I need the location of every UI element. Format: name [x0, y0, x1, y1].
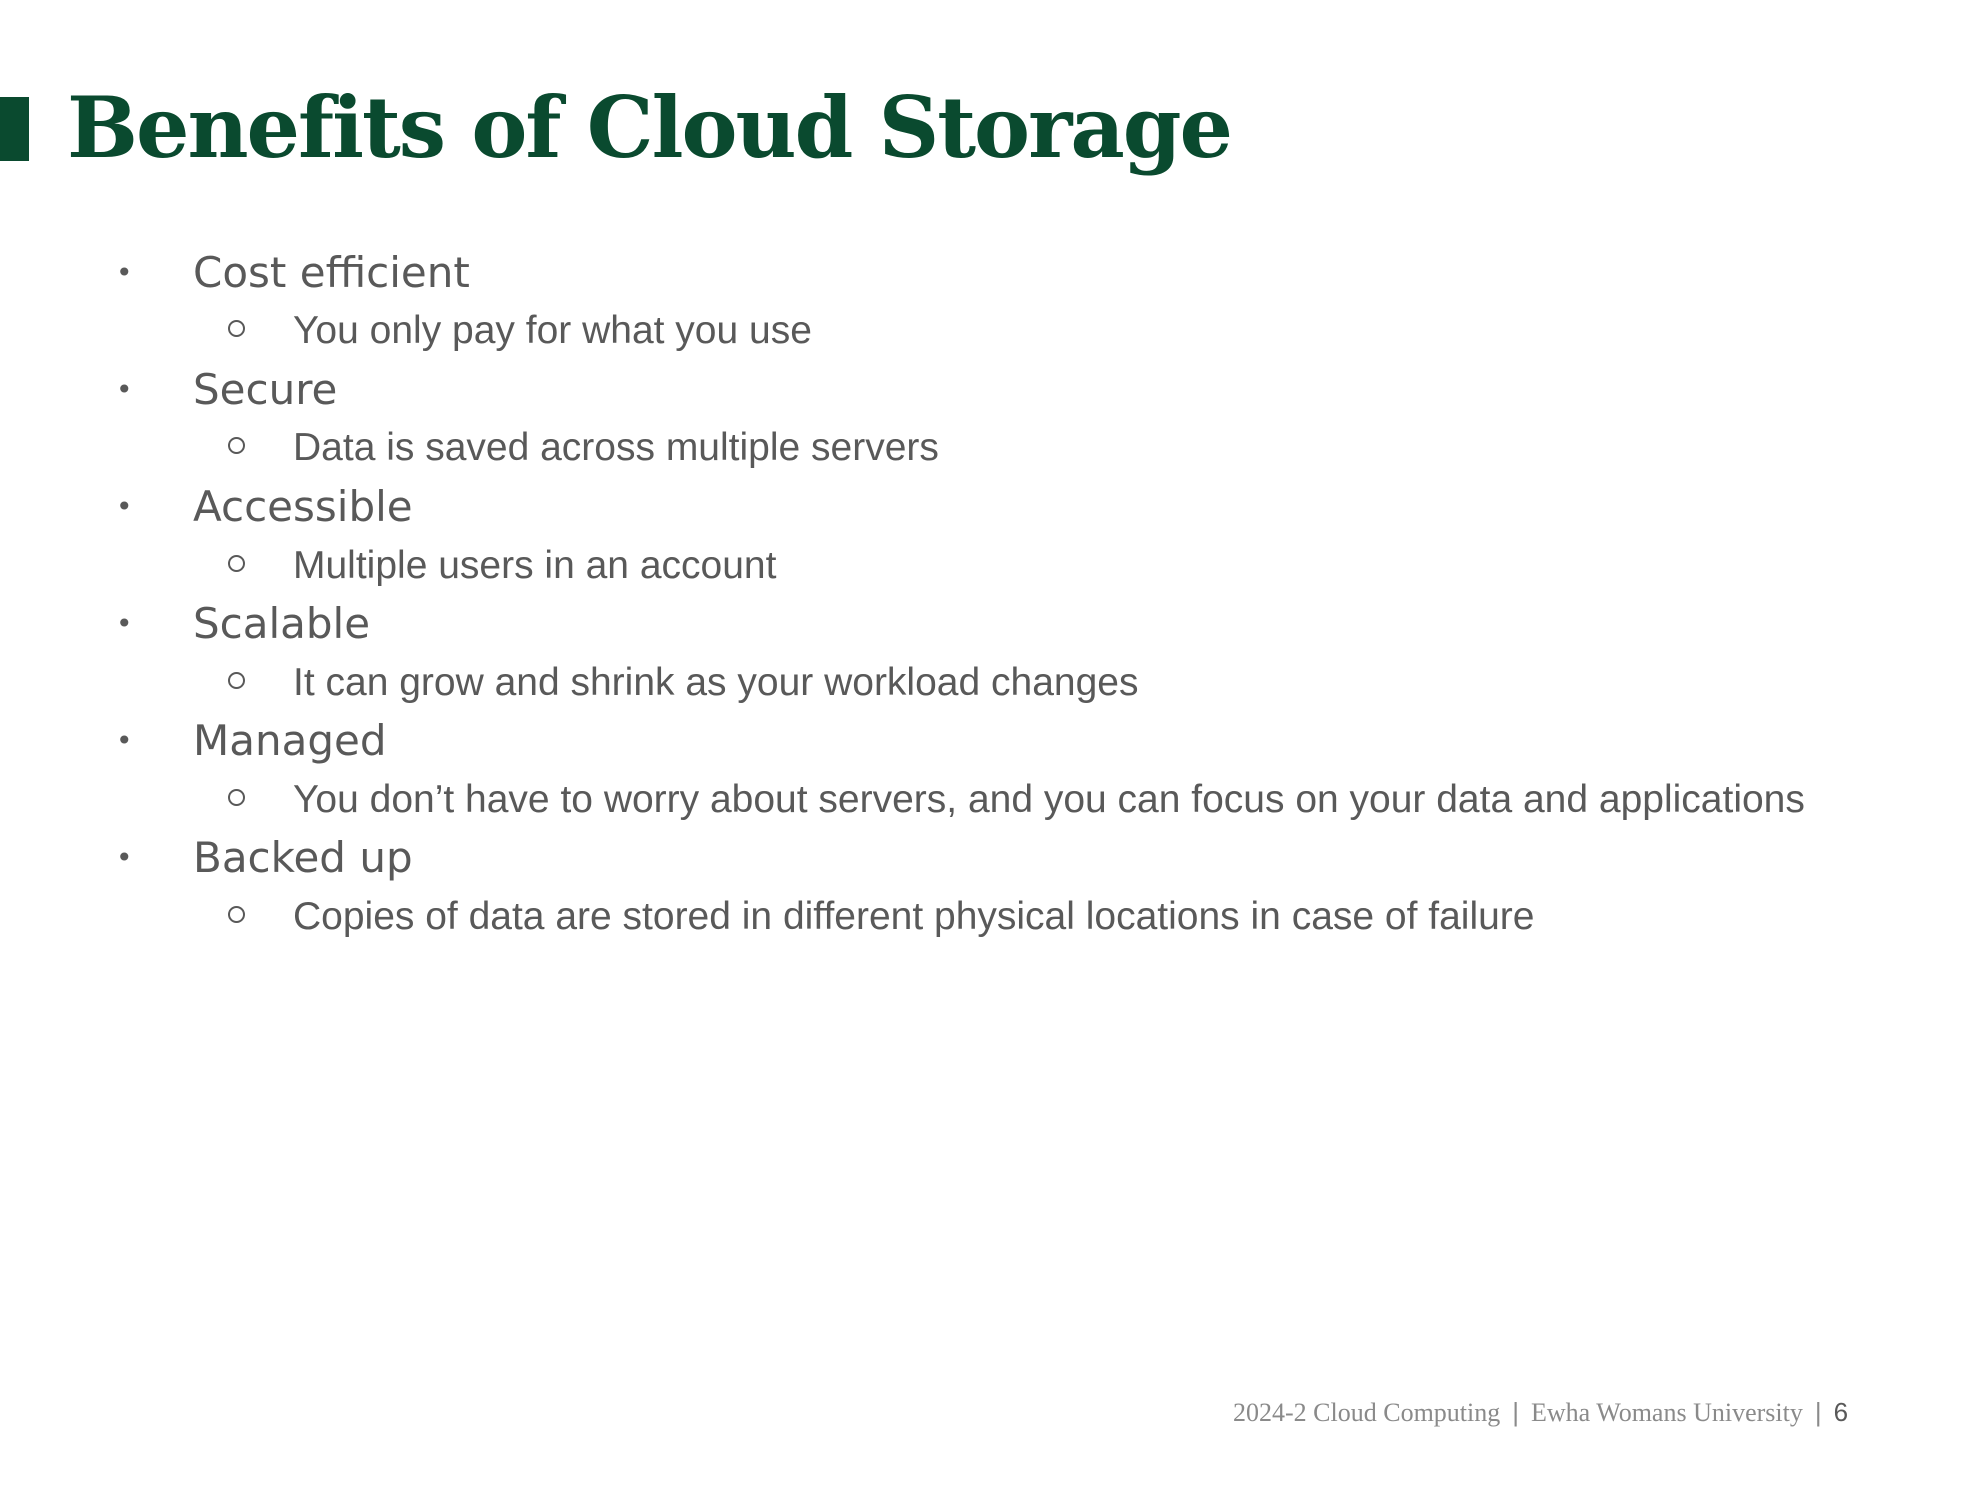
slide-footer — [1233, 1392, 1848, 1432]
bullet-label: Managed — [193, 716, 387, 765]
bullet-dot-icon: • — [116, 490, 133, 523]
bullet-label: Backed up — [193, 833, 413, 882]
sub-bullet-item — [0, 536, 1980, 596]
bullet-item — [0, 360, 1980, 420]
sub-bullet-label: It can grow and shrink as your workload changes — [293, 661, 1139, 704]
bullet-dot-icon: • — [116, 607, 133, 640]
sub-bullet-item — [0, 653, 1980, 713]
bullet-item — [0, 477, 1980, 537]
slide-title: Benefits of Cloud Storage — [67, 78, 1231, 177]
bullet-item — [0, 828, 1980, 888]
footer-university: Ewha Womans University — [1531, 1398, 1803, 1427]
footer-separator: | — [1512, 1397, 1520, 1427]
bullet-item — [0, 594, 1980, 654]
sub-bullet-label: You only pay for what you use — [293, 309, 812, 352]
sub-bullet-item — [0, 770, 1980, 830]
bullet-label: Secure — [193, 365, 338, 414]
sub-bullet-item — [0, 418, 1980, 478]
page-number: 6 — [1833, 1397, 1849, 1427]
bullet-label: Scalable — [193, 599, 371, 648]
bullet-label: Cost efficient — [193, 248, 470, 297]
bullet-dot-icon: • — [116, 724, 133, 757]
sub-bullet-item — [0, 887, 1980, 947]
title-accent-bar — [0, 97, 29, 161]
hollow-circle-bullet-icon — [228, 437, 245, 454]
hollow-circle-bullet-icon — [228, 906, 245, 923]
sub-bullet-label: Copies of data are stored in different physical locations in case of failure — [293, 895, 1535, 938]
sub-bullet-label: Multiple users in an account — [293, 544, 777, 587]
hollow-circle-bullet-icon — [228, 672, 245, 689]
bullet-dot-icon: • — [116, 841, 133, 874]
hollow-circle-bullet-icon — [228, 555, 245, 572]
hollow-circle-bullet-icon — [228, 789, 245, 806]
hollow-circle-bullet-icon — [228, 320, 245, 337]
bullet-dot-icon: • — [116, 373, 133, 406]
bullet-item — [0, 711, 1980, 771]
sub-bullet-label: You don’t have to worry about servers, and you can focus on your data and applications — [293, 778, 1805, 821]
bullet-dot-icon: • — [116, 256, 133, 289]
sub-bullet-item — [0, 301, 1980, 361]
bullet-label: Accessible — [193, 482, 413, 531]
footer-course: 2024-2 Cloud Computing — [1233, 1398, 1501, 1427]
bullet-item — [0, 243, 1980, 303]
footer-separator: | — [1814, 1397, 1822, 1427]
sub-bullet-label: Data is saved across multiple servers — [293, 426, 939, 469]
